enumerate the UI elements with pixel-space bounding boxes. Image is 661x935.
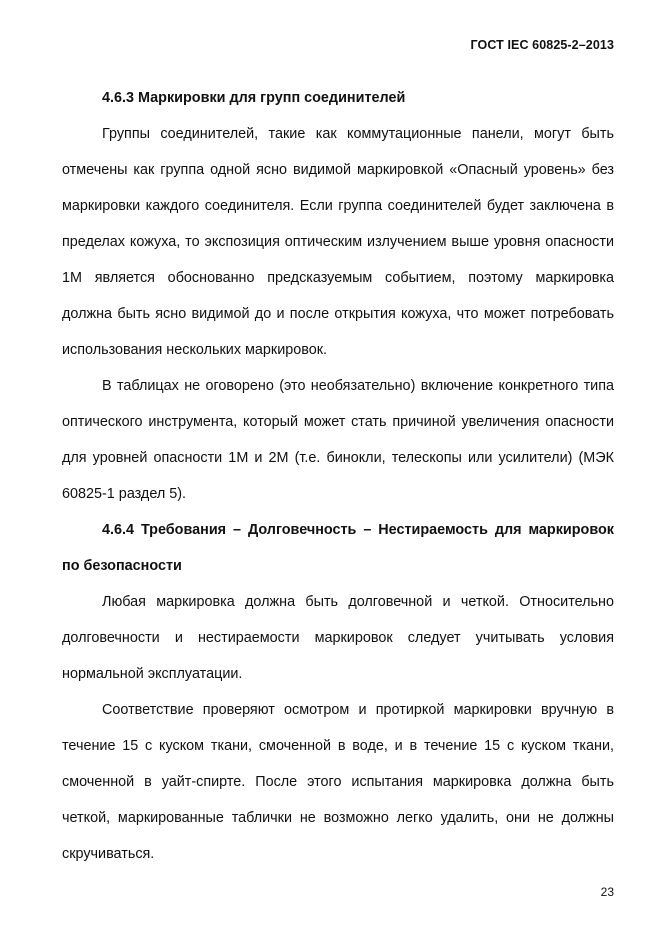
document-code-header: ГОСТ IEC 60825-2–2013 [470, 38, 614, 52]
page-number: 23 [600, 885, 614, 899]
paragraph-connector-groups: Группы соединителей, такие как коммутационные панели, могут быть отмечены как группа одной ясно видимой маркировкой «Опасный уровень» без маркировки каждого соединителя. Если группа соединителей будет заключена в пределах кожуха, то экспозиция оптическим излучением выше уровня опасности 1М является обоснованно предсказуемым событием, поэтому маркировка должна быть ясно видимой до и после открытия кожуха, что может потребовать использования нескольких маркировок. [62, 126, 614, 358]
paragraph-optical-instruments: В таблицах не оговорено (это необязательно) включение конкретного типа оптического инструмента, который может стать причиной увеличения опасности для уровней опасности 1М и 2М (т.е. бинокли, телескопы или усилители) (МЭК 60825-1 раздел 5). [62, 378, 614, 502]
section-heading-4-6-3: 4.6.3 Маркировки для групп соединителей [102, 90, 406, 106]
paragraph-durability: Любая маркировка должна быть долговечной и четкой. Относительно долговечности и нестираемости маркировок следует учитывать условия нормальной эксплуатации. [62, 594, 614, 682]
paragraph-compliance-test: Соответствие проверяют осмотром и протиркой маркировки вручную в течение 15 с куском ткани, смоченной в воде, и в течение 15 с куском ткани, смоченной в уайт-спирте. После этого испытания маркировка должна быть четкой, маркированные таблички не возможно легко удалить, они не должны скручиваться. [62, 702, 614, 862]
page-body [62, 80, 614, 872]
section-heading-4-6-4: 4.6.4 Требования – Долговечность – Нестираемость для маркировок по безопасности [62, 522, 614, 574]
